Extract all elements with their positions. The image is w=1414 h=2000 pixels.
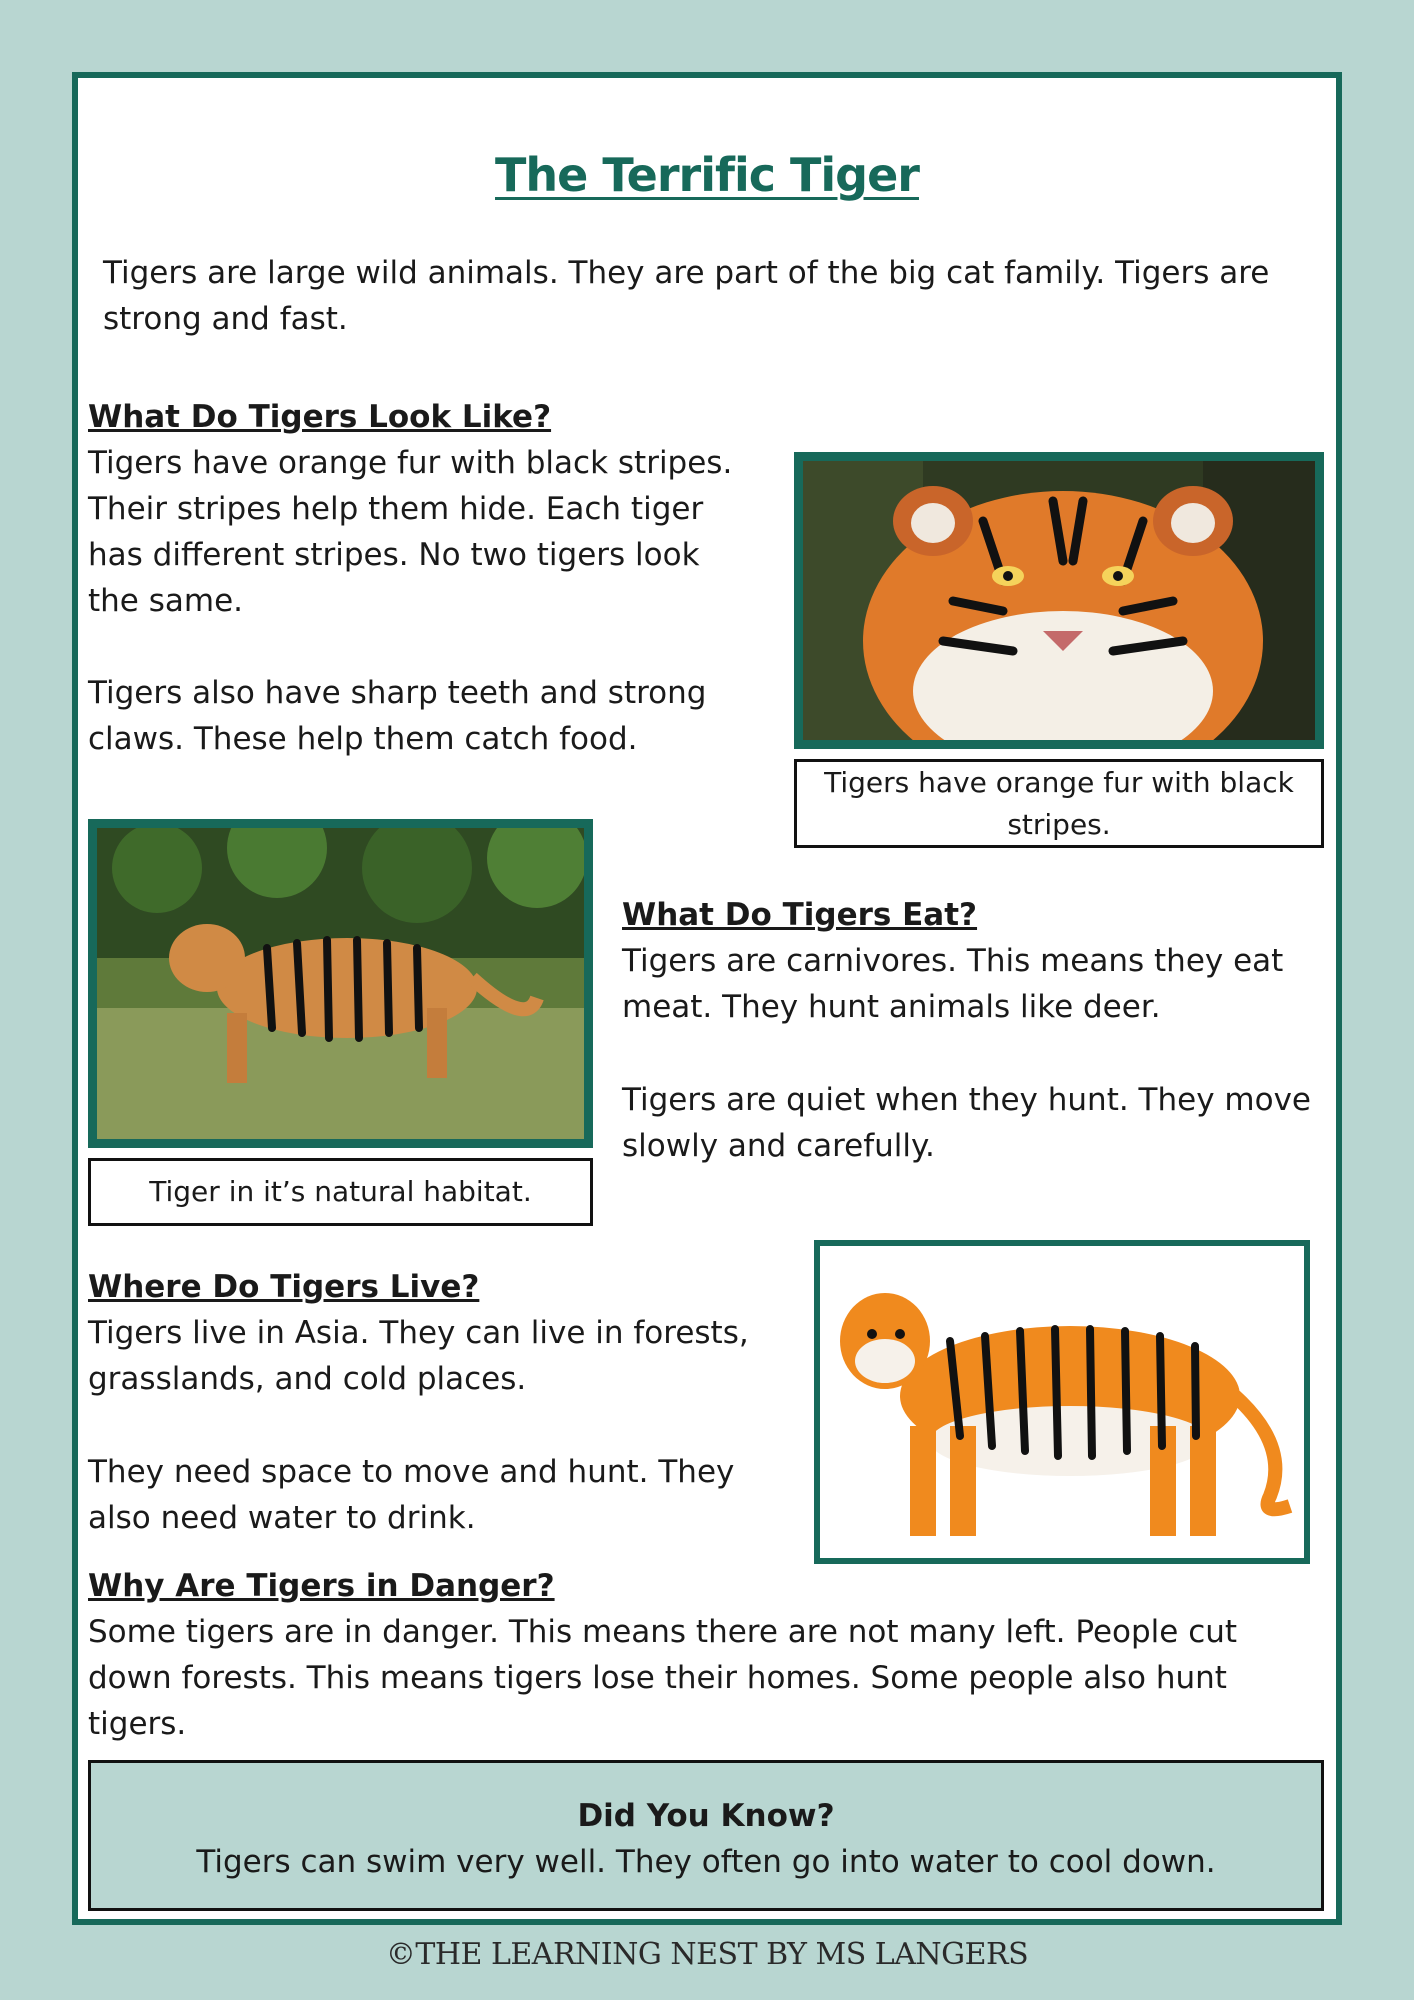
look-paragraph-1: Tigers have orange fur with black stripes. Their stripes help them hide. Each tiger has different stripes. No two tigers look the same. (88, 445, 733, 619)
live-paragraph-1: Tigers live in Asia. They can live in forests, grasslands, and cold places. (88, 1315, 749, 1397)
tiger-habitat-photo (88, 819, 593, 1148)
danger-heading: Why Are Tigers in Danger? (88, 1568, 555, 1604)
page-title: The Terrific Tiger (495, 148, 919, 202)
live-paragraph-2: They need space to move and hunt. They also need water to drink. (88, 1454, 735, 1536)
did-you-know-box (88, 1760, 1324, 1911)
did-you-know-title: Did You Know? (577, 1798, 835, 1834)
tiger-standing-photo (814, 1240, 1310, 1564)
tiger-standing-image (820, 1246, 1304, 1558)
live-heading: Where Do Tigers Live? (88, 1269, 480, 1305)
worksheet-page (72, 72, 1342, 1925)
look-paragraph-2: Tigers also have sharp teeth and strong claws. These help them catch food. (88, 675, 707, 757)
tiger-face-photo (794, 452, 1324, 749)
tiger-face-image (803, 461, 1315, 740)
look-photo-caption: Tigers have orange fur with black stripes. (794, 759, 1324, 848)
intro-paragraph: Tigers are large wild animals. They are part of the big cat family. Tigers are strong and fast. (103, 255, 1270, 337)
eat-heading: What Do Tigers Eat? (622, 897, 978, 933)
danger-paragraph: Some tigers are in danger. This means there are not many left. People cut down forests. This means tigers lose their homes. Some people also hunt tigers. (88, 1614, 1238, 1742)
did-you-know-text: Tigers can swim very well. They often go into water to cool down. (196, 1844, 1216, 1880)
copyright-footer: ©THE LEARNING NEST BY MS LANGERS (385, 1937, 1029, 1972)
tiger-habitat-image (97, 828, 584, 1139)
look-heading: What Do Tigers Look Like? (88, 399, 552, 435)
eat-paragraph-1: Tigers are carnivores. This means they eat meat. They hunt animals like deer. (622, 943, 1284, 1025)
eat-photo-caption: Tiger in it’s natural habitat. (88, 1158, 593, 1226)
eat-paragraph-2: Tigers are quiet when they hunt. They move slowly and carefully. (622, 1082, 1311, 1164)
